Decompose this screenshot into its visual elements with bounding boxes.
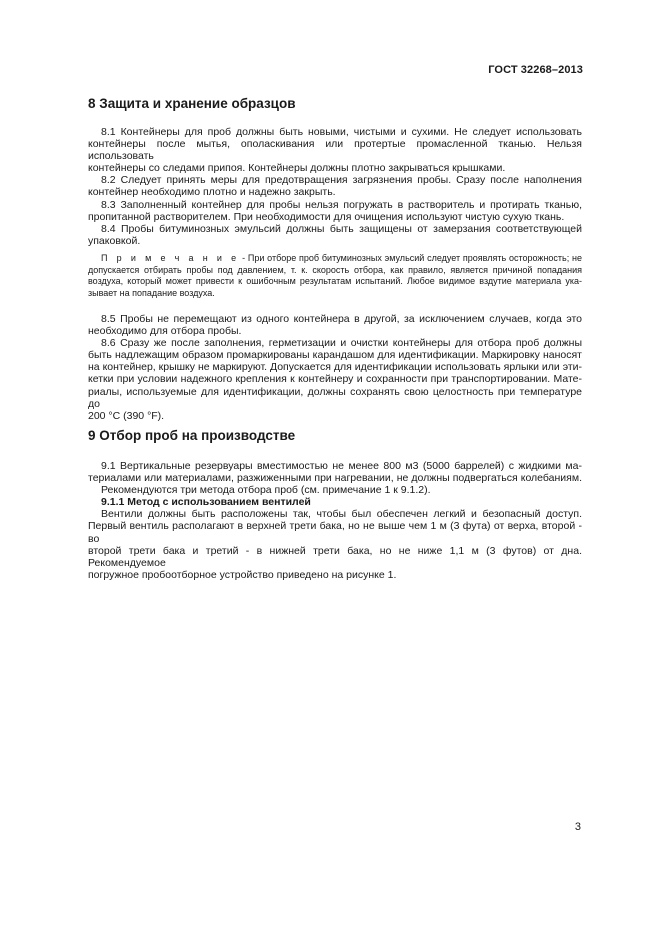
section-8-content: [88, 126, 582, 247]
text-line: допускается отбирать пробы под давлением, т. к. скорость отбора, как правило, является причиной попадания: [88, 264, 582, 275]
text-line: кетки при условии надежного крепления к контейнеру и сохранности при транспортировании. Мате-: [88, 373, 582, 386]
text-line: контейнеры после мытья, ополаскивания или протертые промасленной тканью. Нельзя использовать: [88, 138, 582, 163]
text-line: 200 °С (390 °F).: [88, 409, 165, 422]
section-8-title: 8 Защита и хранение образцов: [88, 96, 296, 111]
text-line: погружное пробоотборное устройство приведено на рисунке 1.: [88, 568, 397, 581]
document-code: ГОСТ 32268–2013: [488, 64, 583, 76]
text-line: второй трети бака и третий - в нижней трети бака, но не ниже 1,1 м (3 футов) от дна. Рекомендуемое: [88, 544, 582, 569]
text-line: териалами или материалами, разжиженными при нагревании, не должны подвергаться колебаниям.: [88, 472, 582, 485]
text-line: быть надлежащим образом промаркированы карандашом для идентификации. Маркировку наносят: [88, 349, 582, 362]
para-8-2: 8.2 Следует принять меры для предотвращения загрязнения пробы. Сразу после наполнения: [101, 174, 582, 187]
para-8-4: 8.4 Пробы битуминозных эмульсий должны быть защищены от замерзания соответствующей: [101, 222, 582, 235]
section-9-title: 9 Отбор проб на производстве: [88, 428, 296, 443]
section-9-content: [88, 460, 582, 581]
text-line: пропитанной растворителем. При необходимости для очищения используют чистую сухую ткань.: [88, 210, 565, 223]
subsection-9-1-1-title: 9.1.1 Метод с использованием вентилей: [101, 496, 311, 509]
note-text: - При отборе проб битуминозных эмульсий следует проявлять осторожность; не: [239, 253, 582, 263]
para-8-3: 8.3 Заполненный контейнер для пробы нельзя погружать в растворитель и протирать тканью,: [101, 198, 582, 211]
text-line: риалы, используемые для идентификации, должны сохранять свою целостность при температуре до: [88, 385, 582, 410]
note-label: П р и м е ч а н и е: [101, 253, 240, 263]
para-8-1: 8.1 Контейнеры для проб должны быть новыми, чистыми и сухими. Не следует использовать: [101, 126, 582, 138]
text-line: упаковкой.: [88, 234, 141, 247]
note-block: [88, 253, 582, 300]
text-line: контейнер необходимо плотно и надежно закрыть.: [88, 186, 336, 199]
section-8-continued: [88, 313, 582, 422]
page-number: 3: [574, 821, 581, 833]
text-line: Первый вентиль располагают в верхней трети бака, но не выше чем 1 м (3 фута) от верха, второй - во: [88, 520, 582, 545]
text-line: зывает на попадание воздуха.: [88, 288, 215, 299]
para-9-1-1: Вентили должны быть расположены так, чтобы был обеспечен легкий и безопасный доступ.: [101, 508, 582, 521]
para-8-5: 8.5 Пробы не перемещают из одного контейнера в другой, за исключением случаев, когда это: [101, 313, 582, 325]
para-8-6: 8.6 Сразу же после заполнения, герметизации и очистки контейнеры для отбора проб должны: [101, 337, 582, 350]
text-line: необходимо для отбора пробы.: [88, 325, 242, 338]
text-line: Рекомендуются три метода отбора проб (см. примечание 1 к 9.1.2).: [101, 484, 431, 497]
text-line: контейнеры со следами припоя. Контейнеры должны плотно закрываться крышками.: [88, 162, 506, 175]
text-line: на контейнер, крышку не маркируют. Допускается для идентификации использовать ярлыки или эти-: [88, 361, 582, 374]
text-line: воздуха, который может привести к ошибочным результатам испытаний. Любое видимое вздутие материала ука-: [88, 276, 582, 287]
note-line-1: [88, 253, 582, 265]
para-9-1: 9.1 Вертикальные резервуары вместимостью не менее 800 м3 (5000 баррелей) с жидкими ма-: [101, 460, 582, 472]
